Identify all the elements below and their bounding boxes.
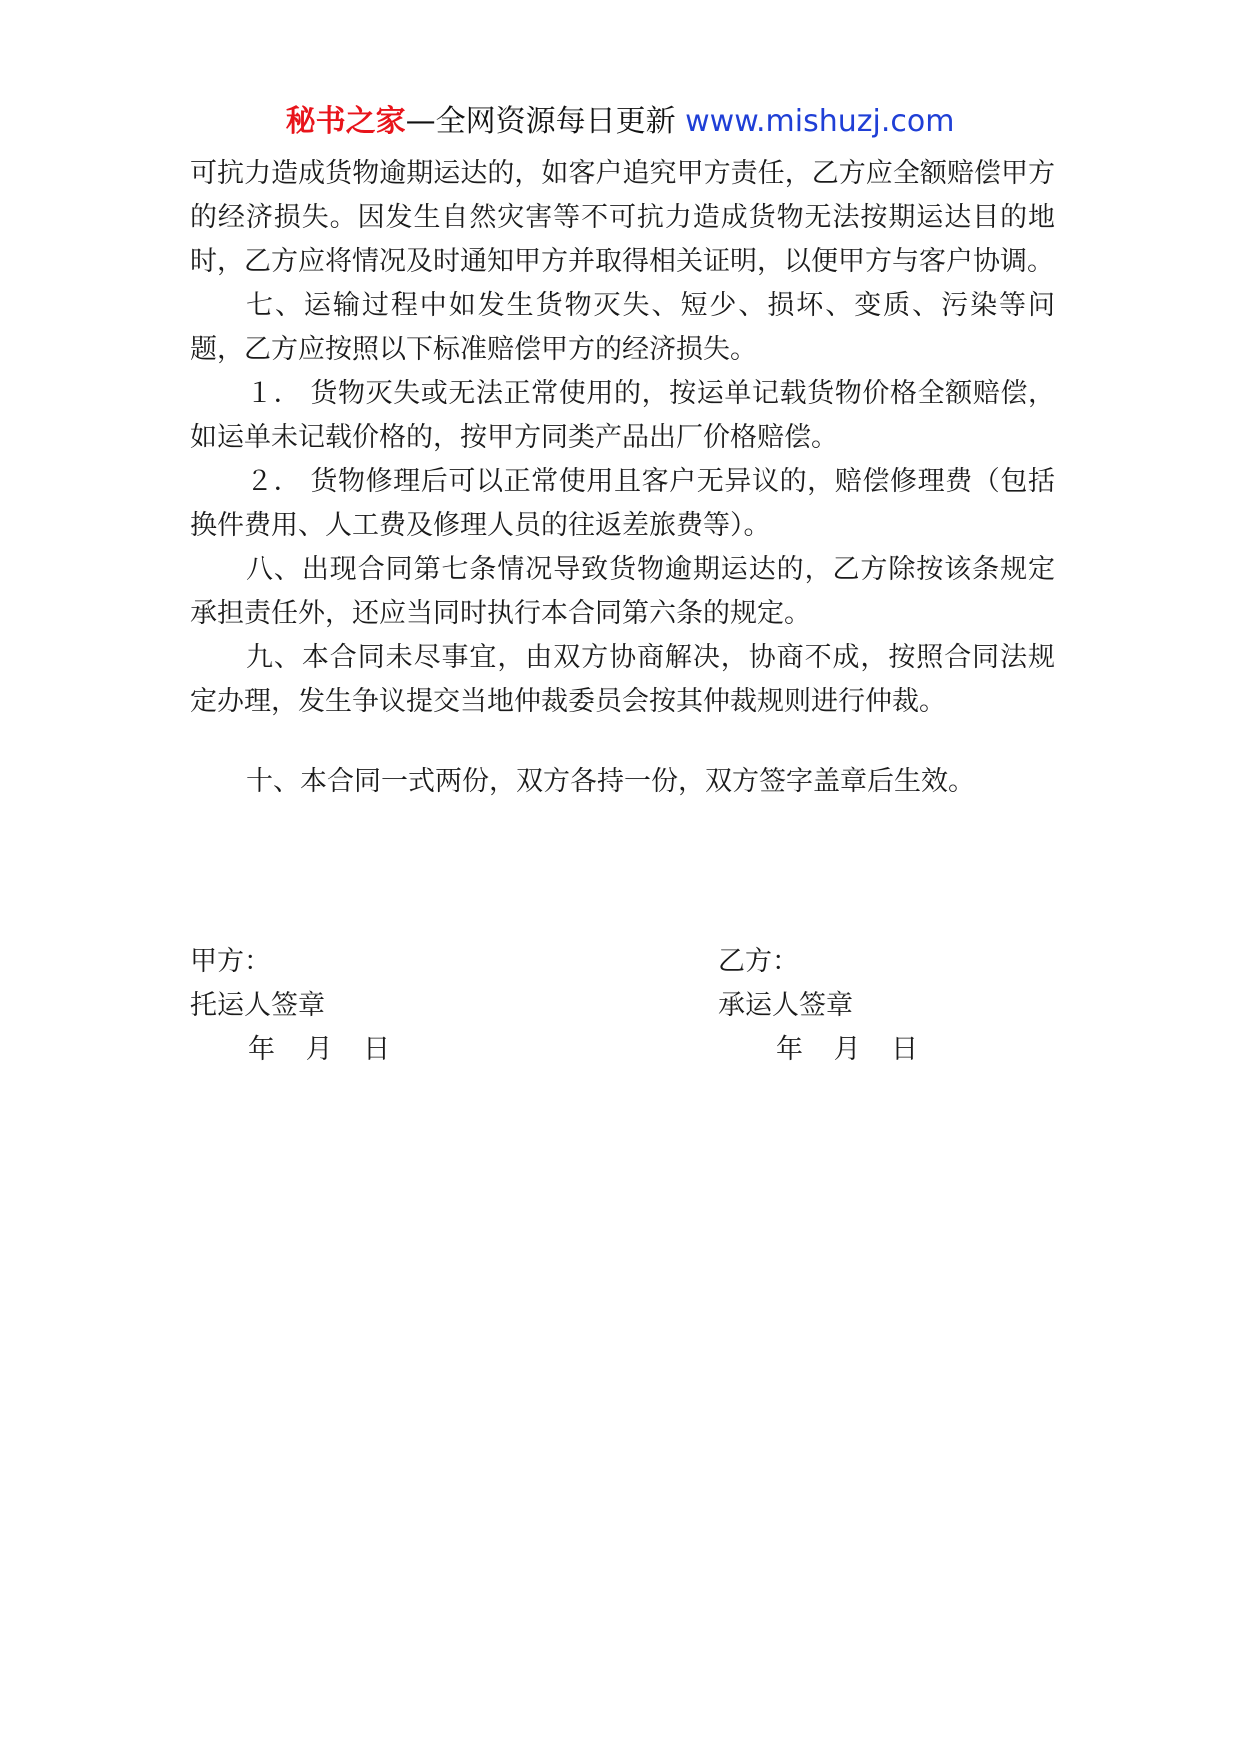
party-b-label: 乙方： — [718, 946, 799, 977]
party-a-label: 甲方： — [190, 946, 271, 977]
party-b-signature-block — [718, 940, 918, 1072]
party-a-seal-label: 托运人签章 — [190, 990, 325, 1021]
clause-7-item-2: ２． 货物修理后可以正常使用且客户无异议的，赔偿修理费（包括换件费用、人工费及修理人员的往返差旅费等）。 — [190, 466, 1055, 541]
paragraph-force-majeure-continued: 可抗力造成货物逾期运达的，如客户追究甲方责任，乙方应全额赔偿甲方的经济损失。因发生自然灾害等不可抗力造成货物无法按期运达目的地时，乙方应将情况及时通知甲方并取得相关证明，以便甲方与客户协调。 — [190, 158, 1055, 277]
clause-10: 十、本合同一式两份，双方各持一份，双方签字盖章后生效。 — [246, 766, 975, 797]
party-b-seal-label: 承运人签章 — [718, 990, 853, 1021]
party-a-signature-block — [190, 940, 390, 1072]
party-a-date: 年 月 日 — [248, 1034, 391, 1065]
contract-body — [190, 152, 1055, 804]
clause-7: 七、运输过程中如发生货物灭失、短少、损坏、变质、污染等问题，乙方应按照以下标准赔偿甲方的经济损失。 — [190, 290, 1055, 365]
clause-9: 九、本合同未尽事宜，由双方协商解决，协商不成，按照合同法规定办理，发生争议提交当地仲裁委员会按其仲裁规则进行仲裁。 — [190, 642, 1055, 717]
party-b-date: 年 月 日 — [776, 1034, 919, 1065]
site-slogan: —全网资源每日更新 — [405, 104, 686, 139]
site-url-link[interactable]: www.mishuzj.com — [685, 104, 955, 139]
clause-8: 八、出现合同第七条情况导致货物逾期运达的，乙方除按该条规定承担责任外，还应当同时执行本合同第六条的规定。 — [190, 554, 1055, 629]
clause-7-item-1: １． 货物灭失或无法正常使用的，按运单记载货物价格全额赔偿，如运单未记载价格的，按甲方同类产品出厂价格赔偿。 — [190, 378, 1055, 453]
site-brand: 秘书之家 — [285, 104, 406, 139]
site-header-banner — [0, 100, 1240, 144]
